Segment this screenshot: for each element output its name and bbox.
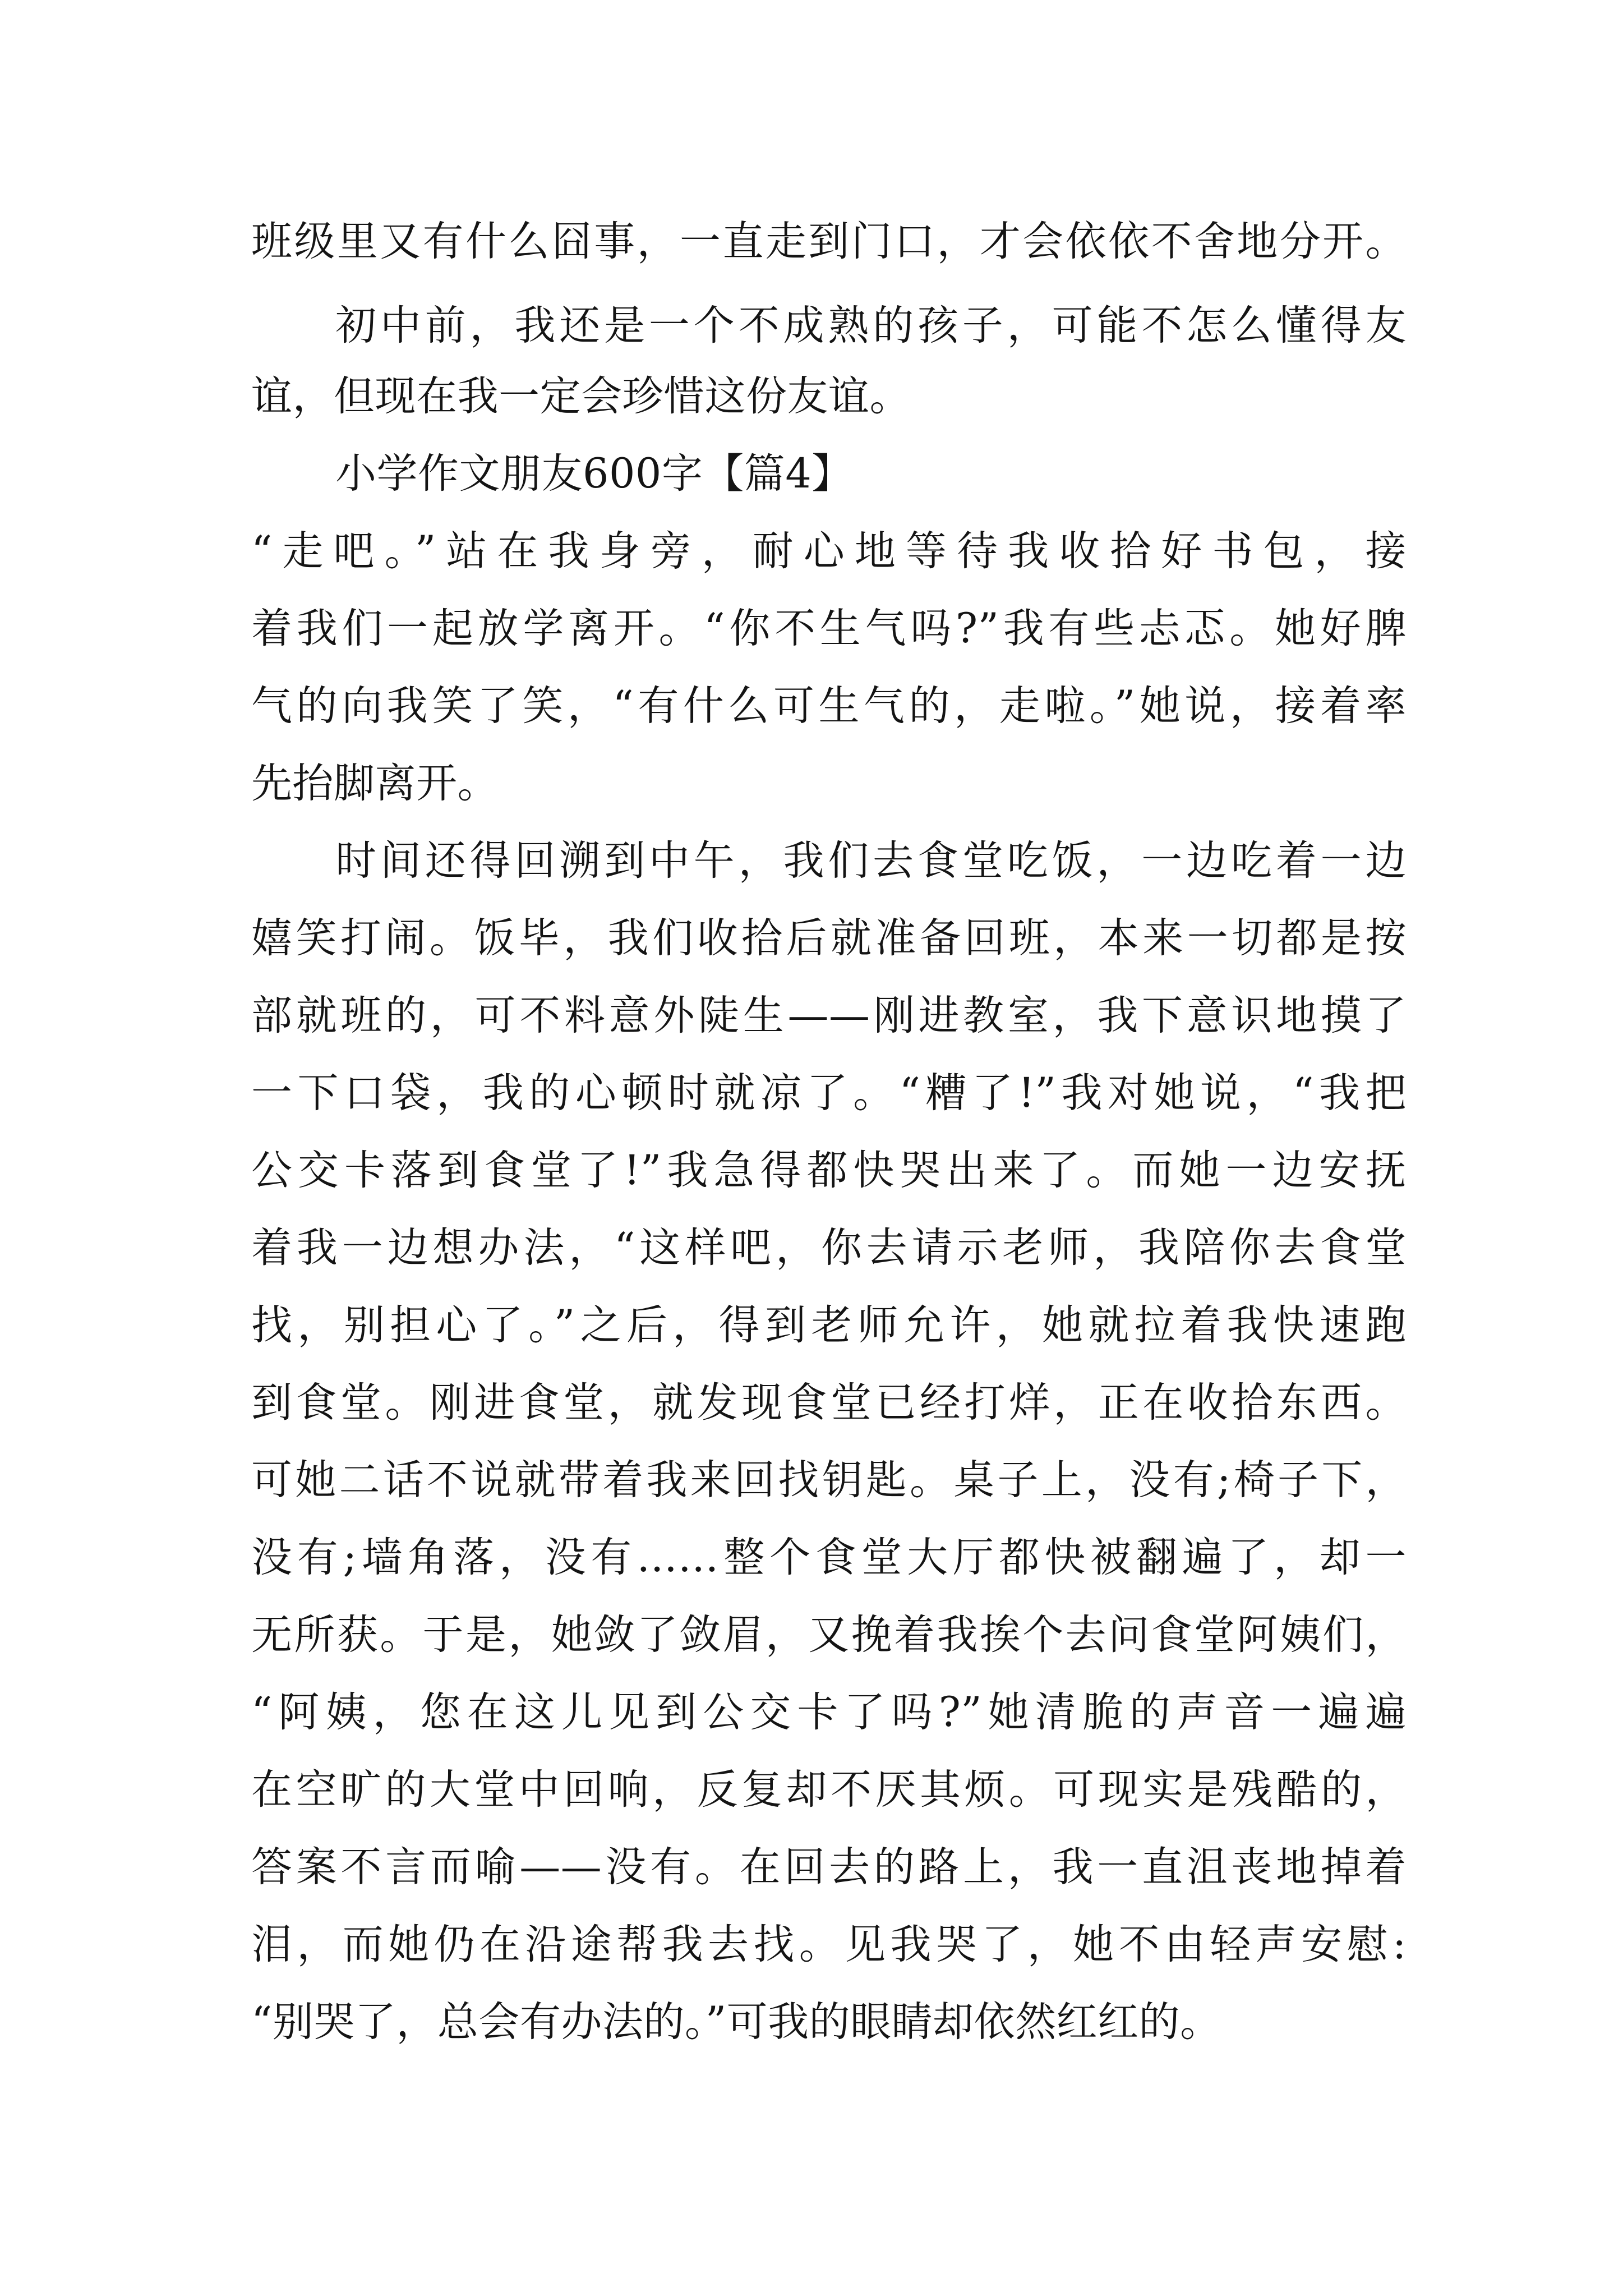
text-line: 没有;墙角落，没有……整个食堂大厅都快被翻遍了，却一 [251,1534,1407,1581]
text-line: 初中前，我还是一个不成熟的孩子，可能不怎么懂得友 [335,302,1407,349]
text-line: 泪，而她仍在沿途帮我去找。见我哭了，她不由轻声安慰: [251,1921,1407,1968]
text-line: “阿姨，您在这儿见到公交卡了吗?”她清脆的声音一遍遍 [251,1688,1407,1736]
text-line: “走吧。”站在我身旁，耐心地等待我收拾好书包，接 [251,527,1407,575]
text-line: 时间还得回溯到中午，我们去食堂吃饭，一边吃着一边 [335,837,1407,885]
text-line: 到食堂。刚进食堂，就发现食堂已经打烊，正在收拾东西。 [251,1379,1407,1427]
text-line: 班级里又有什么囧事，一直走到门口，才会依依不舍地分开。 [251,218,1407,265]
text-line: 公交卡落到食堂了!”我急得都快哭出来了。而她一边安抚 [251,1147,1407,1194]
text-line: 着我们一起放学离开。“你不生气吗?”我有些忐忑。她好脾 [251,605,1407,652]
text-line: 气的向我笑了笑，“有什么可生气的，走啦。”她说，接着率 [251,682,1407,730]
text-line: 嬉笑打闹。饭毕，我们收拾后就准备回班，本来一切都是按 [251,914,1407,962]
text-line: 着我一边想办法，“这样吧，你去请示老师，我陪你去食堂 [251,1224,1407,1272]
text-line: “别哭了，总会有办法的。”可我的眼睛却依然红红的。 [251,1998,1221,2046]
text-line: 先抬脚离开。 [251,760,499,807]
text-line: 谊，但现在我一定会珍惜这份友谊。 [251,372,911,420]
text-line: 答案不言而喻——没有。在回去的路上，我一直沮丧地掉着 [251,1843,1407,1891]
text-line: 无所获。于是，她敛了敛眉，又挽着我挨个去问食堂阿姨们， [251,1611,1407,1659]
text-line: 一下口袋，我的心顿时就凉了。“糟了!”我对她说，“我把 [251,1069,1407,1117]
text-line: 部就班的，可不料意外陡生——刚进教室，我下意识地摸了 [251,992,1407,1039]
text-line: 找，别担心了。”之后，得到老师允许，她就拉着我快速跑 [251,1301,1407,1349]
section-heading: 小学作文朋友600字【篇4】 [335,450,853,498]
text-line: 可她二话不说就带着我来回找钥匙。桌子上，没有;椅子下， [251,1456,1407,1504]
text-line: 在空旷的大堂中回响，反复却不厌其烦。可现实是残酷的， [251,1766,1407,1814]
